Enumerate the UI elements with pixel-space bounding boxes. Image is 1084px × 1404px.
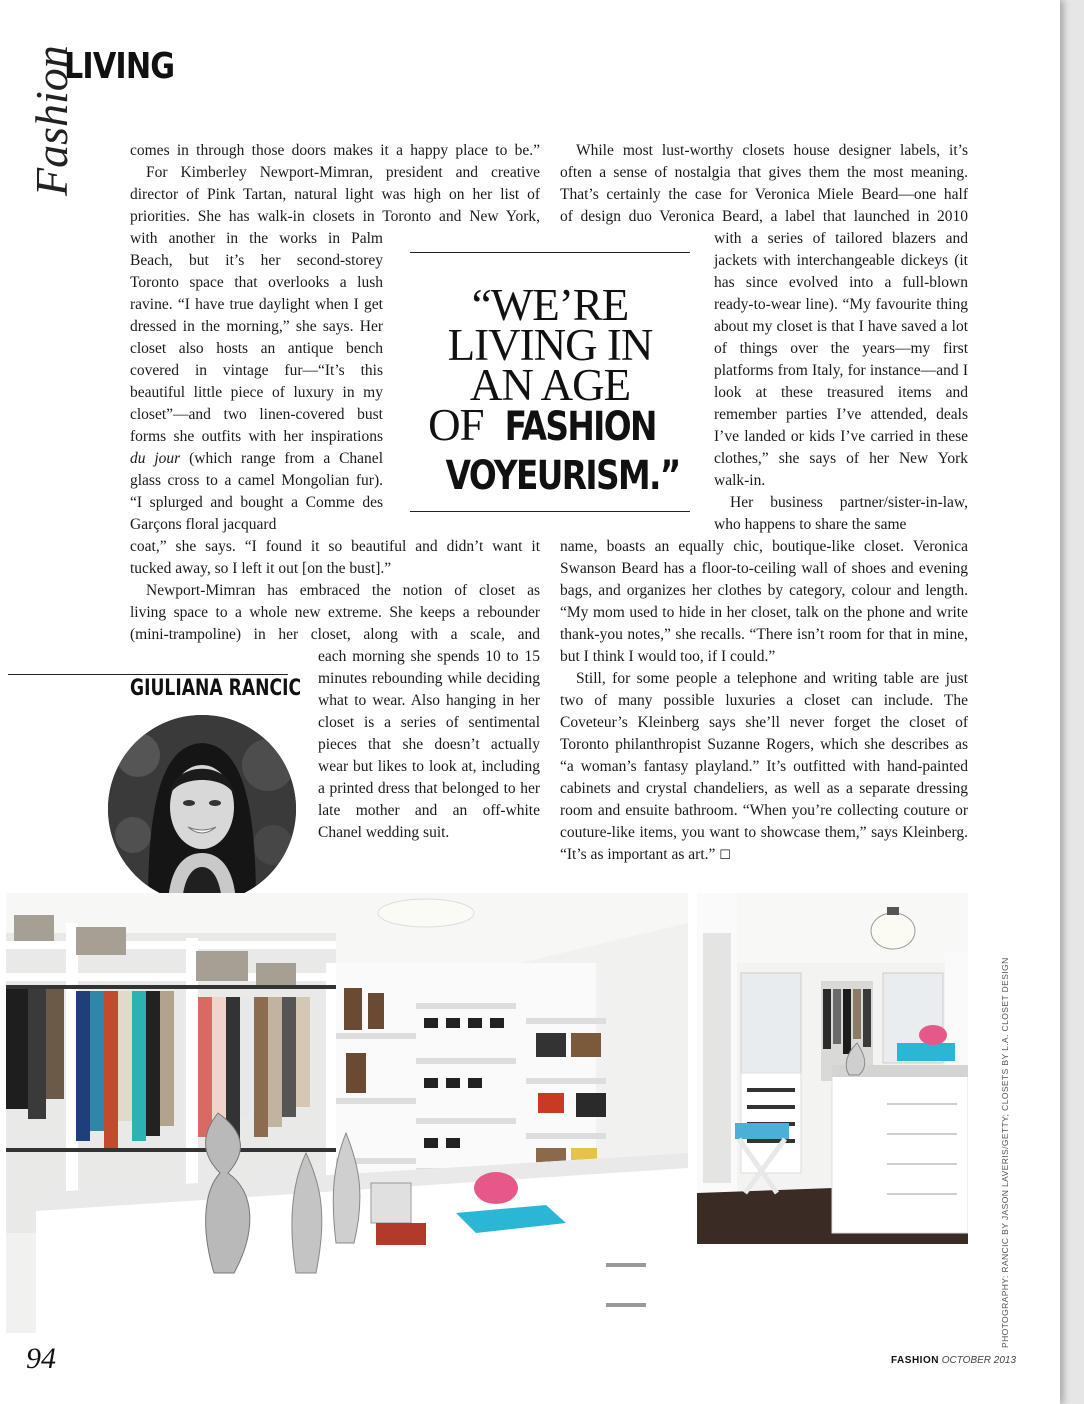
pullquote-line: VOYEURISM.” (445, 453, 680, 499)
footer-issue (891, 1355, 1016, 1366)
end-mark-icon: ☐ (719, 848, 731, 863)
pullquote-line: LIVING IN (447, 320, 653, 370)
pullquote-line: “WE’RE (471, 280, 629, 330)
paragraph-line: That’s certainly the case for Veronica Miele Beard—one half (560, 186, 968, 203)
paragraph-line: (mini-trampoline) in her closet, along with a scale, and (130, 626, 540, 643)
paragraph-line: For Kimberley Newport-Mimran, president and creative (146, 164, 540, 181)
col1-wide-text-1 (130, 140, 540, 228)
closet-illustration-large (6, 893, 688, 1333)
sidebar-rule (8, 674, 288, 675)
paragraph-line: comes in through those doors makes it a happy place to be.” (130, 142, 540, 159)
paragraph-line: While most lust-worthy closets house designer labels, it’s (576, 142, 968, 159)
paragraph-text: Still, for some people a telephone and writing table are just two of many possible luxuries a closet can include. The Coveteur’s Kleinberg says she’ll never forget the closet of Toronto philanthropist Suzanne Rogers, which she describes as “a woman’s fantasy playland.” It’s outfitted with hand-painted cabinets and crystal chandeliers, as well as a separate dressing room and ensuite bathroom. “When you’re collecting couture or couture-like items, you want to showcase them,” says Kleinberg. “It’s as important as art.” (560, 670, 968, 863)
pullquote (420, 280, 680, 505)
paragraph-line: of design duo Veronica Beard, a label that launched in 2010 (560, 208, 968, 225)
paragraph-text: (which range from a Chanel glass cross to a camel Mongolian fur). “I splurged and bought a Comme des Garçons floral jacquard (130, 450, 383, 533)
portrait-photo (108, 715, 296, 903)
pullquote-rule-top (410, 252, 690, 253)
paragraph-line: often a sense of nostalgia that gives them the most meaning. (560, 164, 968, 181)
page-number: 94 (26, 1342, 56, 1375)
closet-photo-large (6, 893, 688, 1333)
col1-wide-text-2 (130, 536, 540, 646)
italic-phrase: du jour (130, 450, 181, 467)
section-title: LIVING (64, 46, 175, 87)
col1-narrow-text-1 (130, 228, 383, 536)
paragraph-text: with another in the works in Palm Beach, but it’s her second-storey Toronto space that overlooks a lush ravine. “I have true daylight when I get dressed in the morning,” she says. Her closet also hosts an antique bench covered in vintage fur—“It’s this beautiful little piece of luxury in my closet”—and two linen-covered bust forms she outfits with her inspirations (130, 230, 383, 445)
portrait-illustration (108, 715, 296, 903)
closet-photo-small (697, 893, 968, 1244)
pullquote-word: OF (428, 400, 484, 450)
section-kicker: Fashion (26, 45, 77, 196)
paragraph-line: living space to a whole new extreme. She keeps a rebounder (130, 604, 540, 621)
col2-wide-text-2: name, boasts an equally chic, boutique-like closet. Veronica Swanson Beard has a floor-to-ceiling wall of shoes and evening bags, and organizes her clothes by category, colour and length. “My mom used to hide in her closet, talk on the phone and write thank-you notes,” she recalls. “There isn’t room for that in mine, but I think I would too, if I could.” Still, for some people a telephone and writing table are just two of many possible luxuries a closet can include. The Coveteur’s Kleinberg says she’ll never forget the closet of Toronto philanthropist Suzanne Rogers, which she describes as “a woman’s fantasy playland.” It’s outfitted with hand-painted cabinets and crystal chandeliers, as well as a separate dressing room and ensuite bathroom. “When you’re collecting couture or couture-like items, you want to showcase them,” says Kleinberg. “It’s as important as art.” ☐ (560, 538, 968, 863)
pullquote-line: AN AGE (469, 360, 631, 410)
pullquote-rule-bottom (410, 511, 690, 512)
paragraph-line: priorities. She has walk-in closets in Toronto and New York, (130, 208, 540, 225)
paragraph-line: tucked away, so I left it out [on the bust].” (130, 560, 392, 577)
paragraph-line: director of Pink Tartan, natural light was high on her list of (130, 186, 540, 203)
sidebar-name: GIULIANA RANCIC (130, 676, 302, 701)
pullquote-word: FASHION (504, 404, 656, 450)
col2-wide-text-1 (560, 140, 968, 228)
issue-date: OCTOBER 2013 (941, 1355, 1017, 1366)
photo-credit: PHOTOGRAPHY: RANCIC BY JASON LAVERIS/GETTY; CLOSETS BY L.A. CLOSET DESIGN (1000, 957, 1010, 1348)
magazine-name: FASHION (891, 1355, 939, 1366)
col2-narrow-text: with a series of tailored blazers and jackets with interchangeable dickeys (it has since evolved into a full-blown ready-to-wear line). “My favourite thing about my closet is that I have saved a lot of things over the years—my first platforms from Italy, for instance—and I look at these treasured items and remember parties I’ve attended, deals I’ve landed or kids I’ve carried in these clothes,” she says of her New York walk-in. Her business partner/sister-in-law, who happens to share the same (714, 230, 968, 533)
closet-illustration-small (697, 893, 968, 1244)
col1-narrow-text-2: each morning she spends 10 to 15 minutes rebounding while deciding what to wear. Also hanging in her closet is a series of sentimental pieces that she doesn’t actually wear but likes to look at, including a printed dress that belonged to her late mother and an off-white Chanel wedding suit. (318, 648, 540, 841)
paragraph-line: Newport-Mimran has embraced the notion of closet as (146, 582, 540, 599)
paragraph-line: coat,” she says. “I found it so beautiful and didn’t want it (130, 538, 540, 555)
